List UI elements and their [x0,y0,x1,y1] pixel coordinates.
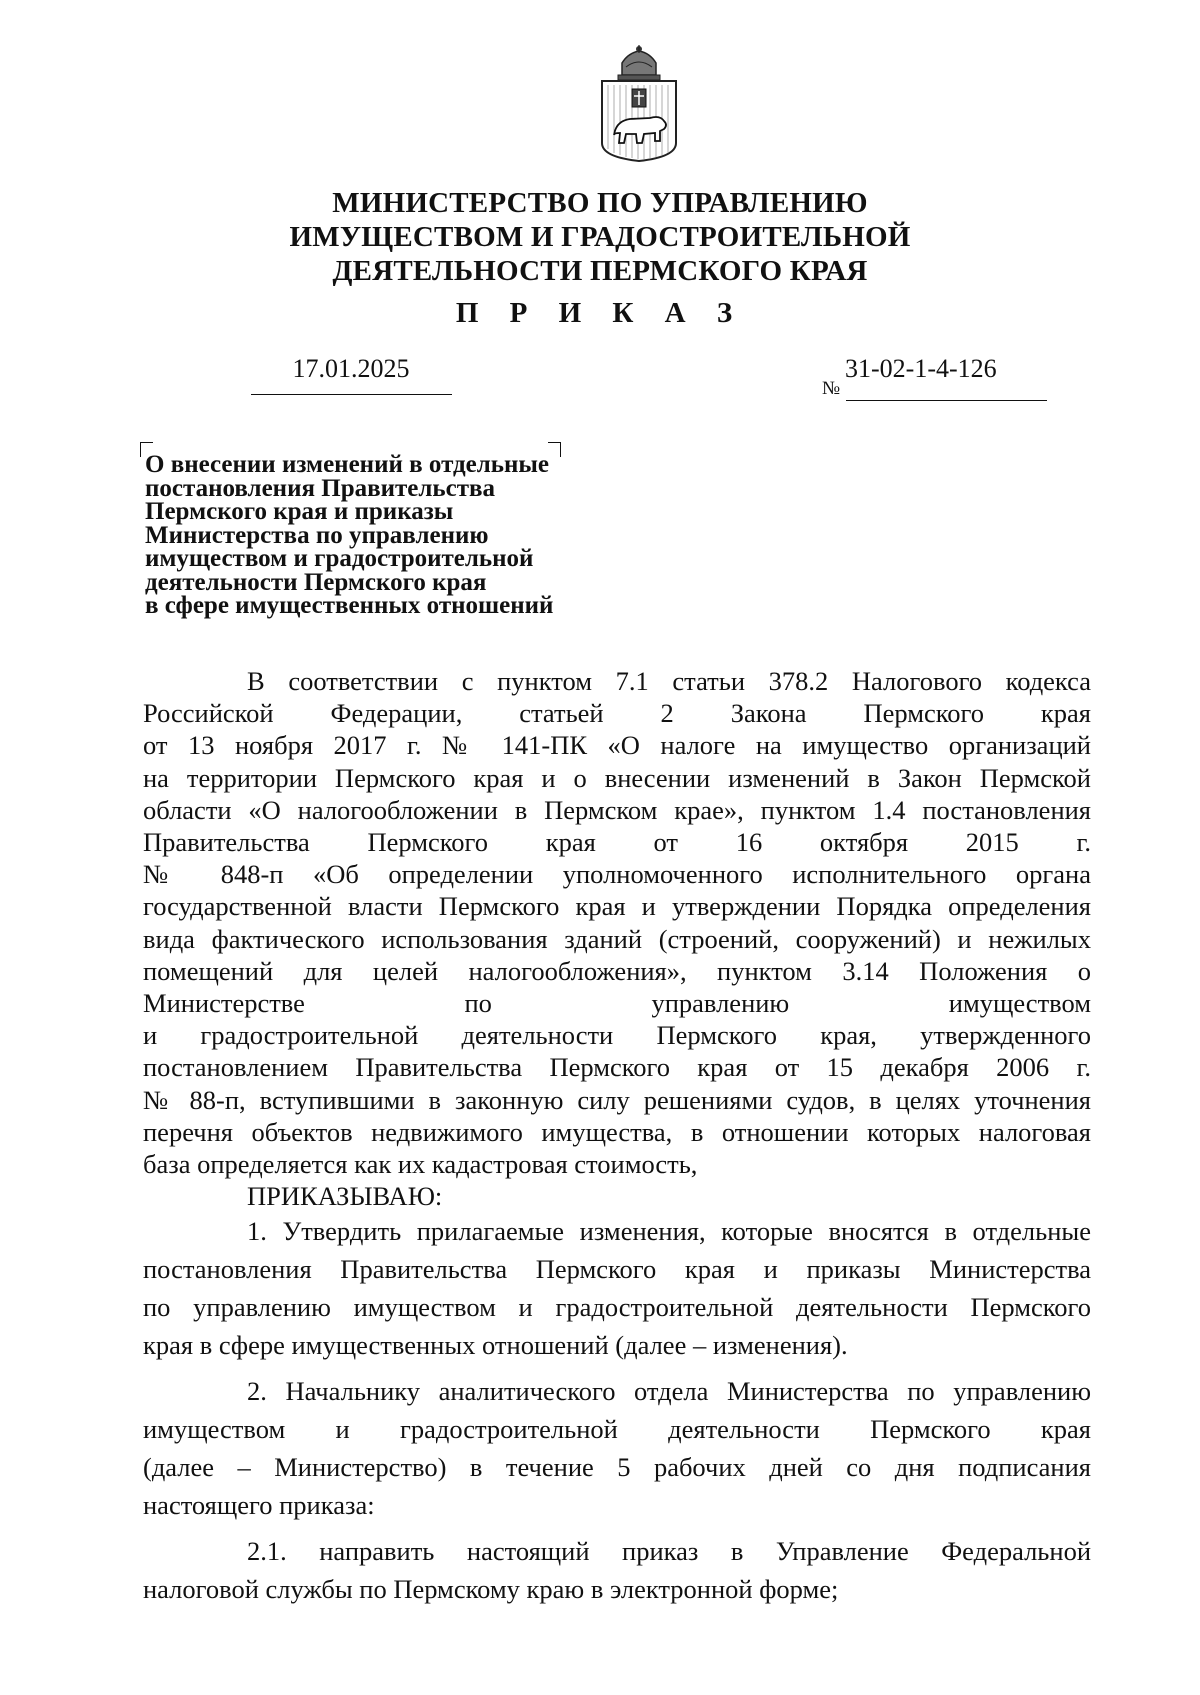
body-line: налоговой службы по Пермскому краю в электронной форме; [143,1574,839,1605]
subject-line: О внесении изменений в отдельные [145,451,550,478]
body-line: база определяется как их кадастровая стоимость, [143,1149,698,1180]
ministry-line: ИМУЩЕСТВОМ И ГРАДОСТРОИТЕЛЬНОЙ [289,221,911,253]
body-line: перечня объектов недвижимого имущества, в отношении которых налоговая [143,1116,1091,1147]
body-line: 2.1. направить настоящий приказ в Управление Федеральной [247,1536,1091,1567]
body-line: постановления Правительства Пермского края и приказы Министерства [143,1254,1091,1285]
body-line: государственной власти Пермского края и утверждении Порядка определения [143,891,1091,922]
body-line: постановлением Правительства Пермского края от 15 декабря 2006 г. [143,1052,1091,1083]
body-line: Российской Федерации, статьей 2 Закона Пермского края [143,698,1091,729]
number-underline [846,400,1047,401]
subject-line: постановления Правительства [145,474,495,502]
order-number: 31-02-1-4-126 [845,354,997,383]
body-line: вида фактического использования зданий (строений, сооружений) и нежилых [143,923,1091,954]
body-line: 2. Начальнику аналитического отдела Министерства по управлению [247,1376,1091,1407]
body-line: края в сфере имущественных отношений (далее – изменения). [143,1330,848,1361]
subject-line: Пермского края и приказы [145,498,454,525]
subject-line: Министерства по управлению [145,521,489,549]
body-line: № 88-п, вступившими в законную силу решениями судов, в целях уточнения [143,1084,1091,1115]
item-2 [143,1372,1091,1524]
body-line: 1. Утвердить прилагаемые изменения, которые вносятся в отдельные [247,1216,1091,1247]
document-type-title: П Р И К А З [455,297,745,329]
item-1 [143,1212,1091,1364]
body-line: имуществом и градостроительной деятельности Пермского края [143,1414,1091,1445]
body-line: помещений для целей налогообложения», пунктом 3.14 Положения о [143,955,1091,986]
body-line: на территории Пермского края и о внесении изменений в Закон Пермской [143,762,1091,793]
coat-of-arms-icon [598,45,680,163]
body-line: В соответствии с пунктом 7.1 статьи 378.2 Налогового кодекса [247,666,1091,696]
body-line: (далее – Министерство) в течение 5 рабочих дней со дня подписания [143,1452,1091,1483]
order-subject [145,453,625,618]
date-underline [251,394,452,395]
order-word: ПРИКАЗЫВАЮ: [247,1181,443,1212]
body-line: Министерстве по управлению имуществом [143,988,1091,1019]
body-line: по управлению имуществом и градостроительной деятельности Пермского [143,1292,1091,1323]
body-line: настоящего приказа: [143,1490,375,1521]
number-sign: № [822,378,841,399]
ministry-name [250,186,950,288]
body-line: Правительства Пермского края от 16 октября 2015 г. [143,827,1091,858]
order-body [143,665,1091,1608]
ministry-line: ДЕЯТЕЛЬНОСТИ ПЕРМСКОГО КРАЯ [332,255,868,287]
body-line: и градостроительной деятельности Пермского края, утвержденного [143,1020,1091,1051]
body-line: от 13 ноября 2017 г. № 141-ПК «О налоге на имущество организаций [143,730,1091,761]
ministry-line: МИНИСТЕРСТВО ПО УПРАВЛЕНИЮ [332,187,868,219]
subject-line: деятельности Пермского края [145,568,487,596]
subject-line: в сфере имущественных отношений [145,592,554,619]
body-line: области «О налогообложении в Пермском крае», пунктом 1.4 постановления [143,794,1091,825]
subject-line: имуществом и градостроительной [145,545,534,572]
item-2-1 [143,1532,1091,1608]
order-date: 17.01.2025 [292,354,410,383]
body-line: № 848-п «Об определении уполномоченного исполнительного органа [143,859,1091,890]
